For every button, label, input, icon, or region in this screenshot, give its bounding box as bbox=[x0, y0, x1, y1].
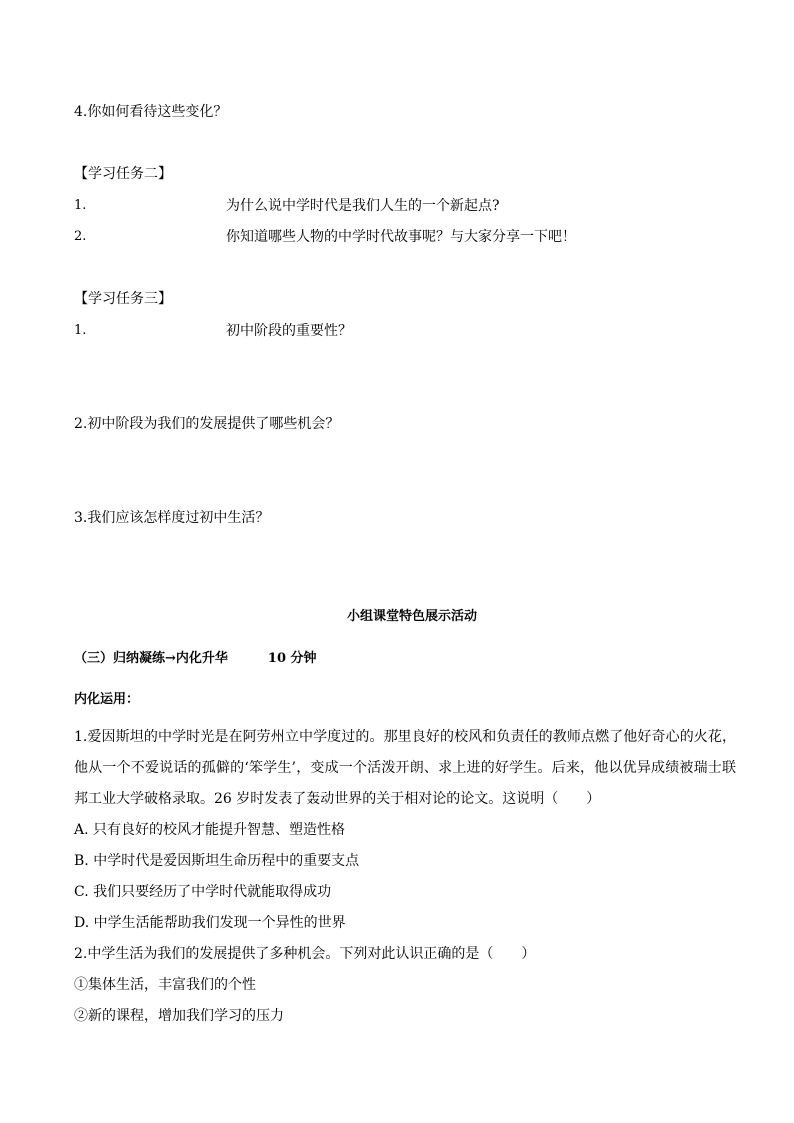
question-1-option-b: B. 中学时代是爱因斯坦生命历程中的重要支点 bbox=[74, 853, 360, 869]
question-2-option-1: ①集体生活，丰富我们的个性 bbox=[74, 977, 256, 993]
section-3-duration: 10 分钟 bbox=[267, 651, 317, 666]
question-1-option-a: A. 只有良好的校风才能提升智慧、塑造性格 bbox=[74, 822, 346, 838]
task2-heading: 【学习任务二】 bbox=[74, 166, 172, 182]
task3-heading: 【学习任务三】 bbox=[74, 291, 172, 307]
question-1-option-c: C. 我们只要经历了中学时代就能取得成功 bbox=[74, 884, 332, 900]
question-1-option-d: D. 中学生活能帮助我们发现一个异性的世界 bbox=[74, 915, 346, 931]
question-2-stem: 2.中学生活为我们的发展提供了多种机会。下列对此认识正确的是（ ） bbox=[74, 946, 536, 962]
task2-item-1-number: 1. bbox=[74, 198, 87, 213]
question-2-option-2: ②新的课程，增加我们学习的压力 bbox=[74, 1008, 284, 1024]
task2-item-2-text: 你知道哪些人物的中学时代故事呢？与大家分享一下吧！ bbox=[226, 229, 576, 245]
group-activity-title: 小组课堂特色展示活动 bbox=[346, 609, 477, 624]
task2-item-1-text: 为什么说中学时代是我们人生的一个新起点? bbox=[226, 198, 500, 214]
internalize-label: 内化运用： bbox=[74, 692, 140, 707]
task3-item-2: 2.初中阶段为我们的发展提供了哪些机会？ bbox=[74, 416, 340, 432]
task2-item-2-number: 2. bbox=[74, 229, 87, 244]
task3-item-1-number: 1. bbox=[74, 323, 87, 338]
section-3-title: （三）归纳凝练→内化升华 bbox=[74, 651, 228, 666]
task3-item-3: 3.我们应该怎样度过初中生活？ bbox=[74, 510, 270, 526]
question-4-change: 4.你如何看待这些变化？ bbox=[74, 104, 228, 120]
section-3-heading bbox=[74, 649, 317, 669]
task3-item-1-text: 初中阶段的重要性？ bbox=[226, 323, 352, 339]
question-1-stem: 1.爱因斯坦的中学时光是在阿劳州立中学度过的。那里良好的校风和负责任的教师点燃了他好奇心的火花，他从一个不爱说话的孤僻的‘笨学生’，变成一个活泼开朗、求上进的好学生。后来，他以优异成绩被瑞士联邦工业大学破格录取。26 岁时发表了轰动世界的关于相对论的论文。这说明（ ） bbox=[74, 729, 736, 807]
